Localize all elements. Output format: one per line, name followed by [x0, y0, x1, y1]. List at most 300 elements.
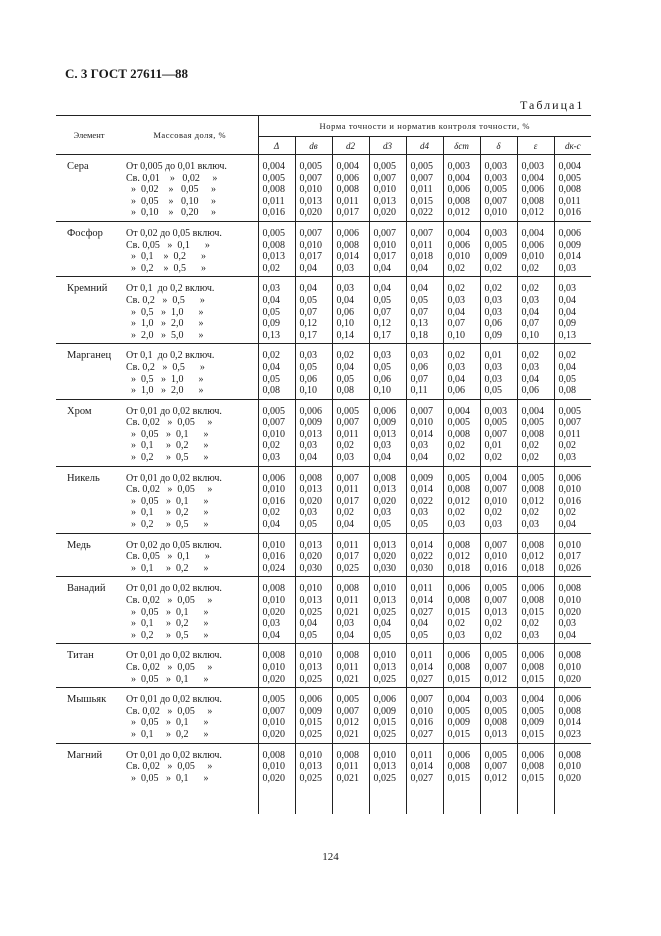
norm-value: 0,005 — [521, 417, 544, 429]
value-cell — [406, 644, 443, 688]
norm-value: 0,011 — [336, 761, 359, 773]
norm-value: 0,006 — [521, 184, 544, 196]
norm-value: 0,04 — [262, 294, 280, 306]
norm-value: 0,030 — [373, 562, 396, 574]
value-cell — [443, 399, 480, 466]
norm-value: 0,011 — [336, 195, 359, 207]
mass-fraction-range: От 0,01 до 0,02 включ. — [126, 405, 222, 417]
norm-value: 0,05 — [410, 629, 428, 641]
value-cell — [443, 277, 480, 344]
norm-value: 0,04 — [521, 306, 539, 318]
norm-value: 0,02 — [447, 440, 465, 452]
norm-value: 0,014 — [558, 717, 581, 729]
norm-value: 0,008 — [521, 195, 544, 207]
mass-fraction-range: » 1,0 » 2,0 » — [126, 318, 204, 330]
norm-value: 0,12 — [373, 318, 391, 330]
value-cell — [517, 277, 554, 344]
norm-value: 0,004 — [484, 472, 507, 484]
norm-value: 0,013 — [373, 428, 396, 440]
norm-value: 0,02 — [484, 629, 502, 641]
norm-value: 0,05 — [410, 519, 428, 531]
norm-value: 0,03 — [447, 294, 465, 306]
norm-value: 0,010 — [299, 239, 322, 251]
norm-value: 0,18 — [410, 329, 428, 341]
norm-value: 0,003 — [484, 161, 507, 172]
norm-value: 0,05 — [336, 373, 354, 385]
value-cell — [554, 688, 591, 743]
value-cell — [517, 155, 554, 222]
value-cell — [517, 221, 554, 276]
norm-value: 0,03 — [447, 629, 465, 641]
value-cell — [406, 155, 443, 222]
norm-value: 0,08 — [262, 385, 280, 397]
norm-value: 0,018 — [410, 251, 433, 263]
norm-value: 0,012 — [521, 551, 544, 563]
mass-fraction-range: » 1,0 » 2,0 » — [126, 385, 204, 397]
mass-fraction-cell — [122, 155, 258, 222]
value-cell — [406, 688, 443, 743]
norm-value: 0,007 — [484, 428, 507, 440]
table-body — [56, 155, 591, 814]
norm-value: 0,08 — [336, 385, 354, 397]
norm-value: 0,03 — [558, 262, 576, 274]
page-number: 124 — [322, 851, 339, 863]
value-cell — [258, 399, 295, 466]
element-name: Медь — [56, 533, 122, 577]
value-cell — [554, 644, 591, 688]
norm-value: 0,007 — [336, 472, 359, 484]
norm-value: 0,007 — [373, 227, 396, 239]
norm-value: 0,02 — [336, 507, 354, 519]
value-cell — [554, 277, 591, 344]
norm-value: 0,014 — [336, 251, 359, 263]
norm-value: 0,04 — [262, 519, 280, 531]
norm-value: 0,017 — [336, 495, 359, 507]
norm-value: 0,006 — [447, 184, 470, 196]
norm-value: 0,013 — [299, 195, 322, 207]
norm-value: 0,010 — [373, 184, 396, 196]
norm-value: 0,04 — [373, 262, 391, 274]
norm-value: 0,03 — [484, 373, 502, 385]
value-cell — [258, 644, 295, 688]
norm-value: 0,015 — [447, 728, 470, 740]
mass-fraction-range: От 0,01 до 0,02 включ. — [126, 650, 222, 662]
value-cell — [332, 533, 369, 577]
norm-value: 0,006 — [336, 227, 359, 239]
value-cell — [332, 466, 369, 533]
mass-fraction-range: Св. 0,02 » 0,05 » — [126, 761, 213, 773]
mass-fraction-cell — [122, 221, 258, 276]
norm-value: 0,005 — [558, 405, 581, 417]
norm-value: 0,007 — [484, 539, 507, 551]
value-cell — [332, 155, 369, 222]
norm-value: 0,14 — [336, 329, 354, 341]
norm-value: 0,010 — [262, 661, 285, 673]
norm-value: 0,02 — [521, 262, 539, 274]
value-cell — [332, 344, 369, 399]
mass-fraction-range: » 0,10 » 0,20 » — [126, 207, 216, 219]
value-cell — [295, 221, 332, 276]
norm-value: 0,007 — [484, 761, 507, 773]
value-cell — [480, 577, 517, 644]
norm-value: 0,02 — [447, 507, 465, 519]
value-cell — [369, 577, 406, 644]
value-cell — [295, 466, 332, 533]
norm-value: 0,008 — [336, 583, 359, 595]
norm-value: 0,05 — [410, 294, 428, 306]
norm-value: 0,02 — [521, 283, 539, 295]
norm-value: 0,014 — [410, 428, 433, 440]
norm-value: 0,011 — [410, 583, 433, 595]
norm-value: 0,016 — [558, 207, 581, 219]
norm-value: 0,06 — [373, 373, 391, 385]
norm-value: 0,026 — [558, 562, 581, 574]
norm-value: 0,013 — [373, 484, 396, 496]
norm-value: 0,04 — [447, 306, 465, 318]
norm-value: 0,010 — [262, 539, 285, 551]
value-cell — [295, 344, 332, 399]
value-cell — [443, 155, 480, 222]
value-cell — [480, 466, 517, 533]
norm-value: 0,005 — [484, 417, 507, 429]
value-cell — [258, 533, 295, 577]
value-cell — [406, 533, 443, 577]
mass-fraction-range: От 0,01 до 0,02 включ. — [126, 472, 222, 484]
value-cell — [443, 688, 480, 743]
value-cell — [517, 466, 554, 533]
mass-fraction-cell — [122, 743, 258, 814]
norm-value: 0,008 — [336, 749, 359, 761]
norm-value: 0,10 — [521, 329, 539, 341]
norm-value: 0,011 — [558, 195, 581, 207]
norm-value: 0,008 — [447, 761, 470, 773]
mass-fraction-range: » 0,02 » 0,05 » — [126, 184, 216, 196]
norm-value: 0,01 — [484, 440, 502, 452]
norm-value: 0,006 — [521, 650, 544, 662]
norm-value: 0,003 — [484, 227, 507, 239]
norm-value: 0,004 — [521, 694, 544, 706]
norm-value: 0,05 — [373, 629, 391, 641]
value-cell — [480, 399, 517, 466]
norm-value: 0,007 — [336, 705, 359, 717]
norm-value: 0,006 — [521, 583, 544, 595]
mass-fraction-range: » 0,2 » 0,5 » — [126, 452, 209, 464]
norm-value: 0,025 — [373, 673, 396, 685]
norm-value: 0,010 — [373, 583, 396, 595]
value-cell — [554, 533, 591, 577]
value-cell — [258, 155, 295, 222]
norm-value: 0,08 — [558, 385, 576, 397]
value-cell — [295, 743, 332, 814]
norm-value: 0,013 — [373, 595, 396, 606]
value-cell — [480, 344, 517, 399]
element-name: Фосфор — [56, 221, 122, 276]
mass-fraction-cell — [122, 277, 258, 344]
value-cell — [443, 344, 480, 399]
norm-value: 0,020 — [299, 551, 322, 563]
norm-value: 0,010 — [410, 705, 433, 717]
norm-value: 0,027 — [410, 772, 433, 784]
norm-value: 0,017 — [299, 251, 322, 263]
mass-fraction-range: Св. 0,05 » 0,1 » — [126, 239, 210, 251]
mass-fraction-range: » 0,5 » 1,0 » — [126, 306, 204, 318]
column-header-element: Элемент — [56, 116, 122, 155]
norm-value: 0,013 — [299, 484, 322, 496]
norm-value: 0,015 — [299, 717, 322, 729]
mass-fraction-cell — [122, 688, 258, 743]
norm-value: 0,017 — [373, 251, 396, 263]
norm-value: 0,06 — [521, 385, 539, 397]
value-cell — [258, 577, 295, 644]
norm-value: 0,020 — [262, 728, 285, 740]
norm-value: 0,004 — [521, 172, 544, 184]
norm-value: 0,04 — [262, 361, 280, 373]
norm-value: 0,007 — [484, 195, 507, 207]
norm-value: 0,005 — [447, 705, 470, 717]
norm-value: 0,04 — [373, 618, 391, 630]
norm-value: 0,03 — [484, 361, 502, 373]
value-cell — [295, 277, 332, 344]
value-cell — [295, 688, 332, 743]
mass-fraction-range: От 0,02 до 0,05 включ. — [126, 227, 222, 239]
norm-value: 0,03 — [336, 452, 354, 464]
norm-value: 0,014 — [410, 484, 433, 496]
norm-value: 0,04 — [410, 452, 428, 464]
mass-fraction-range: » 0,2 » 0,5 » — [126, 629, 209, 641]
norm-value: 0,021 — [336, 728, 359, 740]
norm-value: 0,006 — [373, 405, 396, 417]
value-cell — [443, 743, 480, 814]
mass-fraction-range: » 0,05 » 0,1 » — [126, 428, 209, 440]
norm-value: 0,003 — [484, 694, 507, 706]
value-cell — [554, 399, 591, 466]
norm-value: 0,008 — [558, 583, 581, 595]
mass-fraction-range: » 0,1 » 0,2 » — [126, 562, 209, 574]
table-row — [56, 155, 591, 222]
value-cell — [295, 577, 332, 644]
norm-value: 0,012 — [484, 673, 507, 685]
accuracy-norms-table — [56, 115, 591, 814]
norm-value: 0,027 — [410, 728, 433, 740]
norm-value: 0,04 — [558, 306, 576, 318]
norm-value: 0,007 — [484, 661, 507, 673]
value-cell — [554, 155, 591, 222]
norm-value: 0,03 — [447, 361, 465, 373]
norm-value: 0,014 — [410, 661, 433, 673]
norm-value: 0,04 — [336, 294, 354, 306]
norm-value: 0,023 — [558, 728, 581, 740]
norm-value: 0,010 — [558, 484, 581, 496]
value-cell — [258, 743, 295, 814]
norm-value: 0,07 — [447, 318, 465, 330]
norm-value: 0,006 — [373, 694, 396, 706]
norm-value: 0,03 — [484, 294, 502, 306]
norm-value: 0,008 — [447, 595, 470, 606]
norm-value: 0,015 — [447, 673, 470, 685]
norm-value: 0,010 — [373, 749, 396, 761]
norm-value: 0,005 — [262, 694, 285, 706]
norm-value: 0,021 — [336, 673, 359, 685]
norm-value: 0,04 — [521, 373, 539, 385]
norm-value: 0,013 — [373, 661, 396, 673]
mass-fraction-range: » 0,1 » 0,2 » — [126, 507, 209, 519]
norm-value: 0,005 — [484, 583, 507, 595]
norm-value: 0,025 — [299, 606, 322, 618]
norm-value: 0,04 — [558, 294, 576, 306]
norm-value: 0,13 — [558, 329, 576, 341]
value-cell — [554, 221, 591, 276]
value-cell — [369, 221, 406, 276]
norm-value: 0,04 — [262, 629, 280, 641]
table-caption: Таблица1 — [520, 98, 585, 112]
norm-value: 0,020 — [558, 772, 581, 784]
norm-value: 0,006 — [521, 239, 544, 251]
norm-value: 0,07 — [521, 318, 539, 330]
value-cell — [554, 466, 591, 533]
norm-value: 0,006 — [336, 172, 359, 184]
norm-value: 0,013 — [373, 539, 396, 551]
norm-value: 0,02 — [484, 618, 502, 630]
norm-value: 0,025 — [373, 772, 396, 784]
norm-value: 0,010 — [410, 417, 433, 429]
value-cell — [369, 466, 406, 533]
norm-value: 0,022 — [410, 495, 433, 507]
norm-value: 0,005 — [521, 472, 544, 484]
norm-value: 0,010 — [299, 749, 322, 761]
norm-value: 0,005 — [336, 694, 359, 706]
norm-value: 0,004 — [447, 227, 470, 239]
norm-value: 0,02 — [262, 350, 280, 362]
norm-value: 0,09 — [558, 318, 576, 330]
norm-value: 0,03 — [299, 440, 317, 452]
norm-value: 0,012 — [521, 207, 544, 219]
norm-value: 0,014 — [410, 539, 433, 551]
mass-fraction-range: » 0,2 » 0,5 » — [126, 262, 206, 274]
norm-value: 0,03 — [447, 519, 465, 531]
norm-value: 0,013 — [484, 728, 507, 740]
mass-fraction-range: Св. 0,01 » 0,02 » — [126, 172, 218, 184]
norm-value: 0,006 — [521, 749, 544, 761]
norm-value: 0,17 — [299, 329, 317, 341]
norm-value: 0,003 — [521, 161, 544, 172]
norm-value: 0,003 — [447, 161, 470, 172]
value-cell — [480, 277, 517, 344]
norm-value: 0,005 — [447, 472, 470, 484]
norm-value: 0,018 — [447, 562, 470, 574]
norm-value: 0,007 — [410, 172, 433, 184]
norm-value: 0,01 — [484, 350, 502, 362]
norm-value: 0,004 — [447, 694, 470, 706]
value-cell — [517, 644, 554, 688]
norm-value: 0,013 — [373, 761, 396, 773]
norm-value: 0,012 — [484, 772, 507, 784]
norm-value: 0,005 — [262, 227, 285, 239]
norm-value: 0,020 — [262, 606, 285, 618]
norm-value: 0,010 — [262, 761, 285, 773]
norm-value: 0,02 — [262, 440, 280, 452]
norm-value: 0,011 — [336, 539, 359, 551]
mass-fraction-cell — [122, 344, 258, 399]
value-cell — [443, 533, 480, 577]
norm-value: 0,003 — [484, 405, 507, 417]
norm-value: 0,015 — [447, 772, 470, 784]
norm-value: 0,006 — [558, 227, 581, 239]
norm-value: 0,03 — [373, 350, 391, 362]
norm-value: 0,02 — [521, 507, 539, 519]
norm-value: 0,04 — [373, 452, 391, 464]
norm-value: 0,02 — [484, 452, 502, 464]
norm-value: 0,09 — [262, 318, 280, 330]
norm-value: 0,04 — [373, 283, 391, 295]
norm-value: 0,05 — [558, 373, 576, 385]
norm-value: 0,010 — [262, 595, 285, 606]
norm-value: 0,010 — [373, 650, 396, 662]
value-cell — [369, 155, 406, 222]
norm-value: 0,025 — [299, 673, 322, 685]
norm-value: 0,020 — [262, 772, 285, 784]
value-cell — [517, 399, 554, 466]
value-cell — [369, 644, 406, 688]
mass-fraction-range: » 0,1 » 0,2 » — [126, 251, 206, 263]
norm-value: 0,13 — [410, 318, 428, 330]
table-row — [56, 533, 591, 577]
norm-value: 0,04 — [410, 618, 428, 630]
symbol-header: dв — [295, 137, 332, 155]
norm-value: 0,008 — [447, 484, 470, 496]
norm-value: 0,013 — [373, 195, 396, 207]
norm-value: 0,04 — [558, 361, 576, 373]
norm-value: 0,008 — [447, 661, 470, 673]
norm-value: 0,04 — [299, 283, 317, 295]
norm-value: 0,017 — [336, 207, 359, 219]
norm-value: 0,03 — [373, 507, 391, 519]
norm-value: 0,02 — [447, 283, 465, 295]
norm-value: 0,009 — [299, 417, 322, 429]
norm-value: 0,03 — [299, 350, 317, 362]
norm-value: 0,020 — [299, 207, 322, 219]
mass-fraction-range: » 0,5 » 1,0 » — [126, 373, 204, 385]
norm-value: 0,010 — [558, 539, 581, 551]
value-cell — [517, 743, 554, 814]
mass-fraction-range: От 0,01 до 0,02 включ. — [126, 583, 222, 595]
norm-value: 0,009 — [447, 717, 470, 729]
norm-value: 0,04 — [410, 283, 428, 295]
norm-value: 0,005 — [484, 184, 507, 196]
norm-value: 0,009 — [299, 705, 322, 717]
value-cell — [369, 399, 406, 466]
norm-value: 0,02 — [336, 350, 354, 362]
norm-value: 0,03 — [336, 618, 354, 630]
norm-value: 0,008 — [299, 472, 322, 484]
norm-value: 0,005 — [484, 239, 507, 251]
norm-value: 0,10 — [299, 385, 317, 397]
norm-value: 0,02 — [336, 440, 354, 452]
norm-value: 0,03 — [484, 306, 502, 318]
mass-fraction-range: От 0,01 до 0,02 включ. — [126, 749, 222, 761]
mass-fraction-range: » 0,1 » 0,2 » — [126, 440, 209, 452]
value-cell — [258, 221, 295, 276]
norm-value: 0,013 — [262, 251, 285, 263]
norm-value: 0,011 — [410, 239, 433, 251]
norm-value: 0,05 — [484, 385, 502, 397]
mass-fraction-range: От 0,01 до 0,02 включ. — [126, 694, 222, 706]
norm-value: 0,016 — [558, 495, 581, 507]
norm-value: 0,06 — [336, 306, 354, 318]
mass-fraction-range: Св. 0,02 » 0,05 » — [126, 661, 213, 673]
norm-value: 0,07 — [299, 306, 317, 318]
value-cell — [480, 533, 517, 577]
norm-value: 0,012 — [447, 551, 470, 563]
